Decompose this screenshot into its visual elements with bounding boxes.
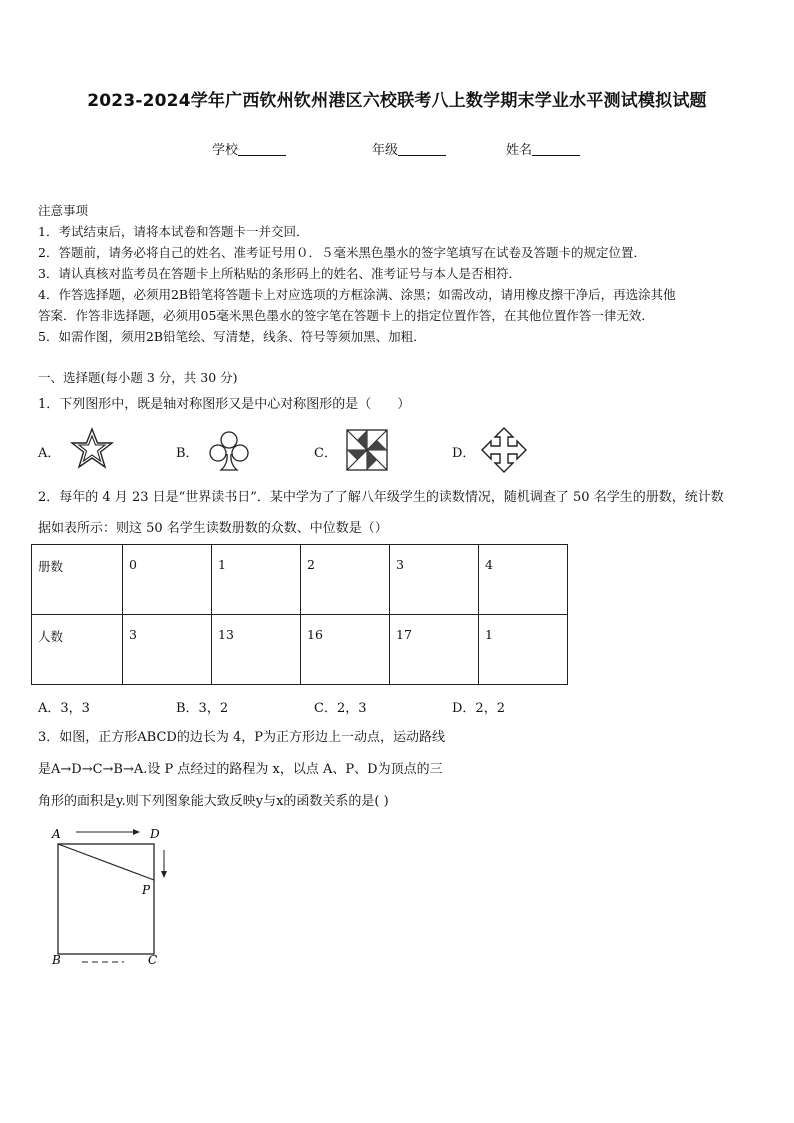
- reading-count-table: [31, 544, 568, 685]
- table-cell: 3: [390, 545, 479, 615]
- club-icon: [206, 428, 252, 474]
- notes-section: [38, 200, 758, 347]
- question-2-line-2: 据如表所示：则这 50 名学生读数册数的众数、中位数是（）: [38, 521, 388, 536]
- vertex-label: B: [52, 953, 61, 966]
- section-heading: 一、选择题(每小题 3 分，共 30 分): [38, 370, 238, 385]
- table-cell: 17: [390, 615, 479, 685]
- table-cell: 0: [123, 545, 212, 615]
- name-field[interactable]: [506, 139, 580, 158]
- question-1-text: 1．下列图形中，既是轴对称图形又是中心对称图形的是（ ）: [38, 397, 411, 412]
- vertex-label: C: [148, 953, 158, 966]
- table-row: [32, 615, 568, 685]
- answer-option-b: B．3，2: [176, 701, 229, 716]
- option-c-label: C．: [314, 446, 337, 461]
- question-3-line-2: 是A→D→C→B→A.设 P 点经过的路程为 x，以点 A、P、D为顶点的三: [38, 762, 443, 777]
- note-item: 2．答题前，请务必将自己的姓名、准考证号用０．５毫米黑色墨水的签字笔填写在试卷及答题卡的规定位置．: [38, 245, 646, 260]
- option-d-label: D．: [452, 446, 476, 461]
- answer-option-d: D．2，2: [452, 701, 505, 716]
- four-arrow-icon: [480, 426, 528, 474]
- question-2-line-1: 2．每年的 4 月 23 日是“世界读书日”．某中学为了了解八年级学生的读数情况，随机调查了 50 名学生的册数，统计数: [38, 490, 724, 505]
- table-cell: 1: [212, 545, 301, 615]
- grade-label: 年级: [372, 143, 399, 158]
- name-label: 姓名: [506, 143, 533, 158]
- table-cell: 13: [212, 615, 301, 685]
- grade-field[interactable]: [372, 139, 446, 158]
- square-figure: [48, 824, 188, 966]
- table-cell: 3: [123, 615, 212, 685]
- pinwheel-icon: [344, 427, 390, 473]
- question-3-line-1: 3．如图，正方形ABCD的边长为 4，P为正方形边上一动点，运动路线: [38, 730, 445, 745]
- table-cell: 2: [301, 545, 390, 615]
- answer-option-a: A．3，3: [38, 701, 90, 716]
- table-cell: 4: [479, 545, 568, 615]
- option-b-label: B．: [176, 446, 199, 461]
- table-cell: 16: [301, 615, 390, 685]
- point-label: P: [142, 883, 151, 897]
- notes-heading: 注意事项: [38, 203, 89, 218]
- note-item: 答案．作答非选择题，必须用05毫米黑色墨水的签字笔在答题卡上的指定位置作答，在其他位置作答一律无效．: [38, 308, 654, 323]
- vertex-label: D: [150, 827, 160, 841]
- table-cell: 1: [479, 615, 568, 685]
- note-item: 5．如需作图，须用2B铅笔绘、写清楚，线条、符号等须加黑、加粗．: [38, 329, 426, 344]
- school-field[interactable]: [212, 139, 286, 158]
- option-a-label: A．: [38, 446, 61, 461]
- star-icon: [68, 427, 116, 471]
- table-cell: 人数: [32, 615, 123, 685]
- vertex-label: A: [52, 827, 61, 841]
- note-item: 3．请认真核对监考员在答题卡上所粘贴的条形码上的姓名、准考证号与本人是否相符．: [38, 266, 521, 281]
- note-item: 4．作答选择题，必须用2B铅笔将答题卡上对应选项的方框涂满、涂黑；如需改动，请用橡皮擦干净后，再选涂其他: [38, 287, 676, 302]
- question-3-line-3: 角形的面积是y.则下列图象能大致反映y与x的函数关系的是( ): [38, 794, 389, 809]
- exam-title: 2023-2024学年广西钦州钦州港区六校联考八上数学期末学业水平测试模拟试题: [87, 91, 707, 111]
- table-row: [32, 545, 568, 615]
- note-item: 1．考试结束后，请将本试卷和答题卡一并交回．: [38, 224, 309, 239]
- table-cell: 册数: [32, 545, 123, 615]
- school-label: 学校: [212, 143, 239, 158]
- answer-option-c: C．2，3: [314, 701, 367, 716]
